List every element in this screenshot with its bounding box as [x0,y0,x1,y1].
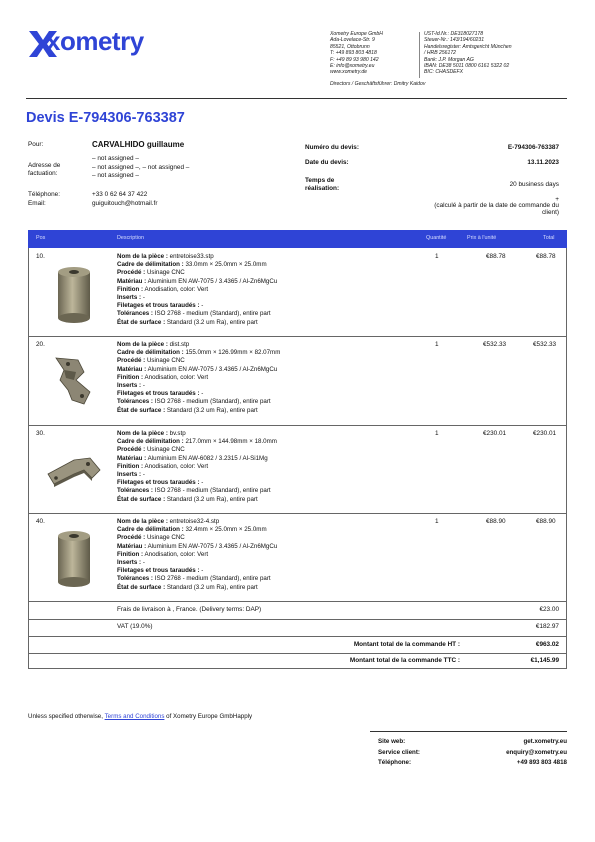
address-block [92,155,189,181]
company-legal-block [424,31,512,76]
customer-name: CARVALHIDO guillaume [92,140,185,149]
company-line: www.xometry.de [330,69,367,76]
legal-line: IBAN: DE38 5011 0800 6161 5322 02 [424,63,510,70]
total-ht-label: Montant total de la commande HT : [353,641,460,648]
item-quantity: 1 [435,430,439,437]
row-divider [28,636,567,637]
col-total-header: Total [543,235,555,241]
header-divider [419,32,420,78]
row-divider [28,668,567,669]
lead-time-note: + (calculé à partir de la date de commande du client) [434,196,559,216]
company-line: T: +49 893 803 4818 [330,50,377,57]
col-pos-header: Pos [36,235,46,241]
item-quantity: 1 [435,253,439,260]
service-email-link[interactable]: enquiry@xometry.eu [506,748,567,756]
legal-line: Handelsregister: Amtsgericht München [424,43,512,50]
cylinder-part-icon [44,528,104,588]
row-divider [28,653,567,654]
lead-time: 20 business days [509,181,559,188]
item-position: 40. [36,518,45,525]
row-divider [28,425,567,426]
row-divider [28,601,567,602]
legal-line: BIC: CHASDEFX [424,69,464,76]
for-label: Pour: [28,141,44,148]
total-ttc: €1,145.99 [530,657,559,664]
legal-line: UST-Id.Nr.: DE318027178 [424,31,484,37]
col-qty-header: Quantité [426,235,447,241]
quote-number-label: Numéro du devis: [305,144,359,151]
item-unit-price: €88.78 [486,253,506,260]
table-left-border [28,248,29,668]
customer-email: guiguitouch@hotmail.fr [92,200,158,207]
contact-rule [370,731,567,732]
quote-number: E-794306-763387 [507,144,559,151]
quote-date: 13.11.2023 [527,159,559,166]
terms-link[interactable]: Terms and Conditions [104,713,165,720]
item-quantity: 1 [435,341,439,348]
legal-line: Bank: J.P. Morgan AG [424,56,474,63]
brand-wordmark: xometry [46,26,144,56]
col-desc-header: Description [117,235,144,241]
header-rule [26,98,567,99]
total-ttc-label: Montant total de la commande TTC : [349,657,460,664]
cylinder-part-icon [44,264,104,324]
email-label: Email: [28,200,46,207]
contact-labels: Site web: Service client: Téléphone: [378,738,420,766]
customer-phone: +33 0 62 64 37 422 [92,191,148,198]
shipping-amount: €23.00 [539,606,559,613]
terms-note: Unless specified otherwise, Terms and Conditions of Xometry Europe GmbHapply [28,713,253,720]
row-divider [28,619,567,620]
col-unit-header: Prix à l'unité [467,235,497,241]
table-right-border [566,248,567,668]
address-label: Adresse de factuation: [28,162,61,177]
total-ht: €963.02 [535,641,559,648]
company-address-block [330,31,383,76]
company-line: E: info@xometry.eu [330,63,375,70]
vat-amount: €182.97 [535,623,559,630]
plate-part-icon [44,440,104,500]
item-description: Nom de la pièce : bv.stp Cadre de délimitation : 217.0mm × 144.98mm × 18.0mm Procédé : Usinage CNC Matériau : Aluminium EN AW-6082 / 3.2315 / Al-Si1Mg Finition : Anodisation, color: Vert Inserts : - Filetages et trous taraudés : - Tolérances : ISO 2768 - medium (Standard), entire part État de surface : Standard (3.2 um Ra), entire part [117,430,277,503]
item-position: 10. [36,253,45,260]
document-title: Devis E-794306-763387 [26,110,185,126]
legal-line: / HRB 256172 [424,50,456,57]
item-unit-price: €230.01 [483,430,507,437]
row-divider [28,336,567,337]
company-line: F: +49 89 93 980 142 [330,56,379,63]
item-unit-price: €88.90 [486,518,506,525]
lead-time-label: Temps de réalisation: [305,177,340,192]
legal-line: Steuer-Nr.: 143/194/60231 [424,37,485,44]
item-description: Nom de la pièce : dist.stp Cadre de délimitation : 155.0mm × 126.99mm × 82.07mm Procédé : Usinage CNC Matériau : Aluminium EN AW-7075 / 3.4365 / Al-Zn6MgCu Finition : Anodisation, color: Vert Inserts : - Filetages et trous taraudés : - Tolérances : ISO 2768 - medium (Standard), entire part État de surface : Standard (3.2 um Ra), entire part [117,341,281,414]
item-description: Nom de la pièce : entretoise33.stp Cadre de délimitation : 33.0mm × 25.0mm × 25.0mm Procédé : Usinage CNC Matériau : Aluminium EN AW-7075 / 3.4365 / Al-Zn6MgCu Finition : Anodisation, color: Vert Inserts : - Filetages et trous taraudés : - Tolérances : ISO 2768 - medium (Standard), entire part État de surface : Standard (3.2 um Ra), entire part [117,253,278,326]
item-total: €230.01 [533,430,557,437]
company-line: Ada-Lovelace-Str. 9 [330,37,375,44]
shipping-label: Frais de livraison à , France. (Delivery terms: DAP) [117,606,262,613]
company-line: Xometry Europe GmbH [330,31,383,37]
item-position: 20. [36,341,45,348]
item-total: €88.78 [536,253,556,260]
item-quantity: 1 [435,518,439,525]
bracket-part-icon [44,350,104,410]
address-line: – not assigned – [92,172,139,180]
address-line: – not assigned – [92,155,139,162]
vat-label: VAT (19.0%) [117,623,153,630]
item-position: 30. [36,430,45,437]
directors-line: Directors / Geschäftsführer: Dmitry Kaidov [330,81,426,87]
address-line: – not assigned –, – not assigned – [92,163,190,171]
company-line: 85521, Ottobrunn [330,43,370,50]
item-description: Nom de la pièce : entretoise32-4.stp Cadre de délimitation : 32.4mm × 25.0mm × 25.0mm Procédé : Usinage CNC Matériau : Aluminium EN AW-7075 / 3.4365 / Al-Zn6MgCu Finition : Anodisation, color: Vert Inserts : - Filetages et trous taraudés : - Tolérances : ISO 2768 - medium (Standard), entire part État de surface : Standard (3.2 um Ra), entire part [117,518,278,591]
row-divider [28,513,567,514]
item-total: €88.90 [536,518,556,525]
quote-date-label: Date du devis: [305,159,349,166]
item-unit-price: €532.33 [483,341,507,348]
contact-phone: +49 893 803 4818 [516,759,567,766]
item-total: €532.33 [533,341,557,348]
contact-values [440,737,567,769]
phone-label: Téléphone: [28,191,60,198]
website-link[interactable]: get.xometry.eu [523,738,567,745]
